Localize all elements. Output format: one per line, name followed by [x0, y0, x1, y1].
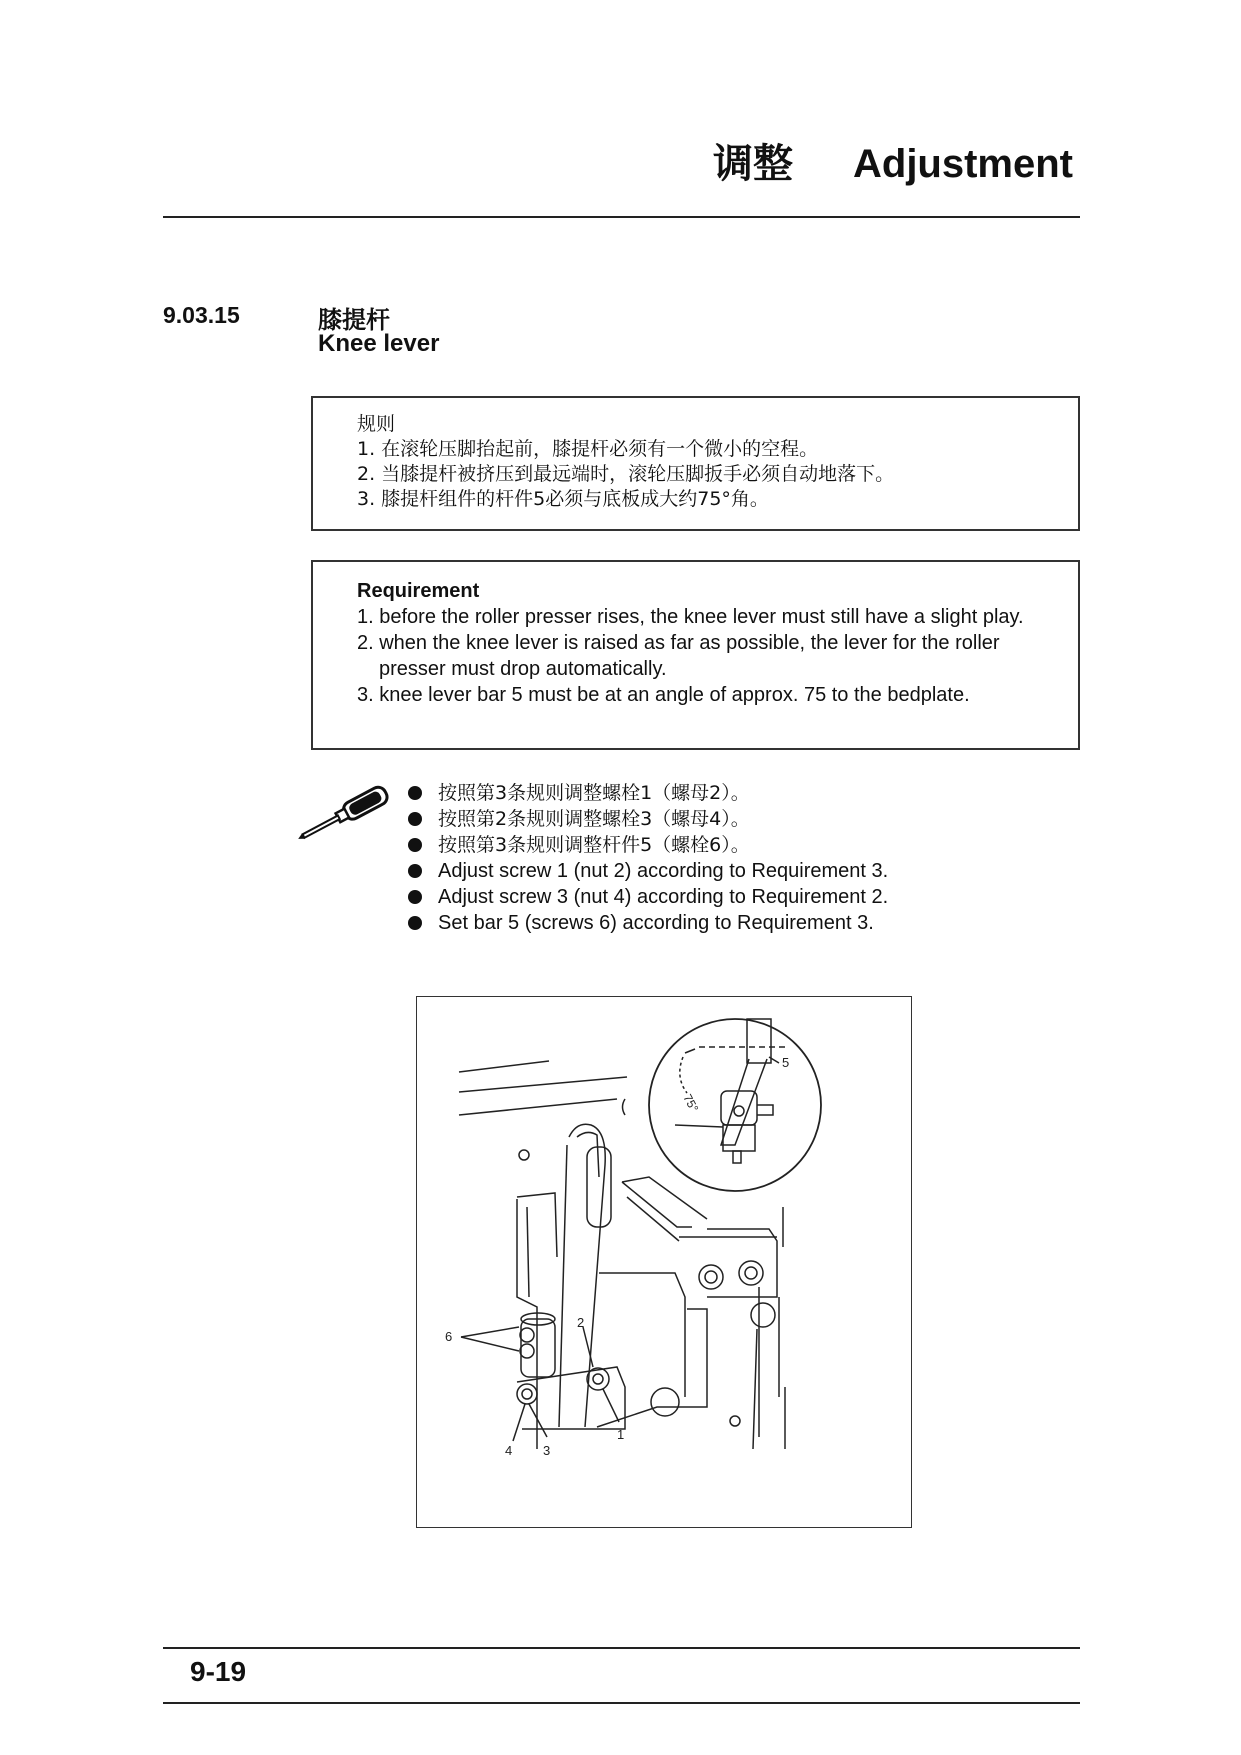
angle-label: 75° [680, 1091, 702, 1115]
requirement-item-en-continuation: presser must drop automatically. [379, 658, 667, 680]
callout-label: 4 [505, 1443, 513, 1458]
requirement-item-zh: 2. 当膝提杆被挤压到最远端时，滚轮压脚扳手必须自动地落下。 [357, 463, 895, 485]
callout-label: 1 [617, 1427, 625, 1442]
callout-label: 6 [445, 1329, 453, 1344]
bullet-icon [408, 864, 422, 878]
instruction-list [408, 780, 888, 936]
footer-rule-top [163, 1647, 1080, 1649]
list-item: 按照第3条规则调整杆件5（螺栓6）。 [408, 832, 888, 858]
section-title-en: Knee lever [318, 330, 440, 357]
requirement-title-en: Requirement [357, 580, 480, 602]
bullet-icon [408, 838, 422, 852]
requirement-box-zh [311, 396, 1080, 531]
bullet-icon [408, 812, 422, 826]
header-rule [163, 216, 1080, 218]
knee-lever-figure [416, 996, 912, 1528]
page-number: 9-19 [190, 1656, 247, 1687]
list-item: Adjust screw 1 (nut 2) according to Requirement 3. [408, 858, 888, 884]
requirement-item-en: 3. knee lever bar 5 must be at an angle of approx. 75 to the bedplate. [357, 684, 970, 706]
requirement-item-en: 2. when the knee lever is raised as far as possible, the lever for the roller [357, 632, 1000, 654]
requirement-item-en: 1. before the roller presser rises, the knee lever must still have a slight play. [357, 606, 1024, 628]
list-item: Set bar 5 (screws 6) according to Requirement 3. [408, 910, 888, 936]
list-item: 按照第2条规则调整螺栓3（螺母4）。 [408, 806, 888, 832]
list-item: Adjust screw 3 (nut 4) according to Requirement 2. [408, 884, 888, 910]
callout-label: 3 [543, 1443, 551, 1458]
page-header-title [713, 132, 1073, 189]
requirement-title-zh: 规则 [357, 413, 396, 435]
header-title-en: Adjustment [853, 142, 1073, 186]
section-number: 9.03.15 [163, 302, 240, 328]
list-item: 按照第3条规则调整螺栓1（螺母2）。 [408, 780, 888, 806]
section-title-zh: 膝提杆 [318, 306, 390, 334]
header-title-zh: 调整 [713, 141, 793, 187]
requirement-item-zh: 3. 膝提杆组件的杆件5必须与底板成大约75°角。 [357, 488, 769, 510]
callout-label: 5 [782, 1055, 790, 1070]
footer-rule-bottom [163, 1702, 1080, 1704]
bullet-icon [408, 916, 422, 930]
knee-lever-diagram [417, 997, 910, 1526]
screwdriver-icon [290, 778, 400, 850]
bullet-icon [408, 786, 422, 800]
requirement-box-en [311, 560, 1080, 750]
requirement-item-zh: 1. 在滚轮压脚抬起前，膝提杆必须有一个微小的空程。 [357, 438, 819, 460]
bullet-icon [408, 890, 422, 904]
callout-label: 2 [577, 1315, 585, 1330]
